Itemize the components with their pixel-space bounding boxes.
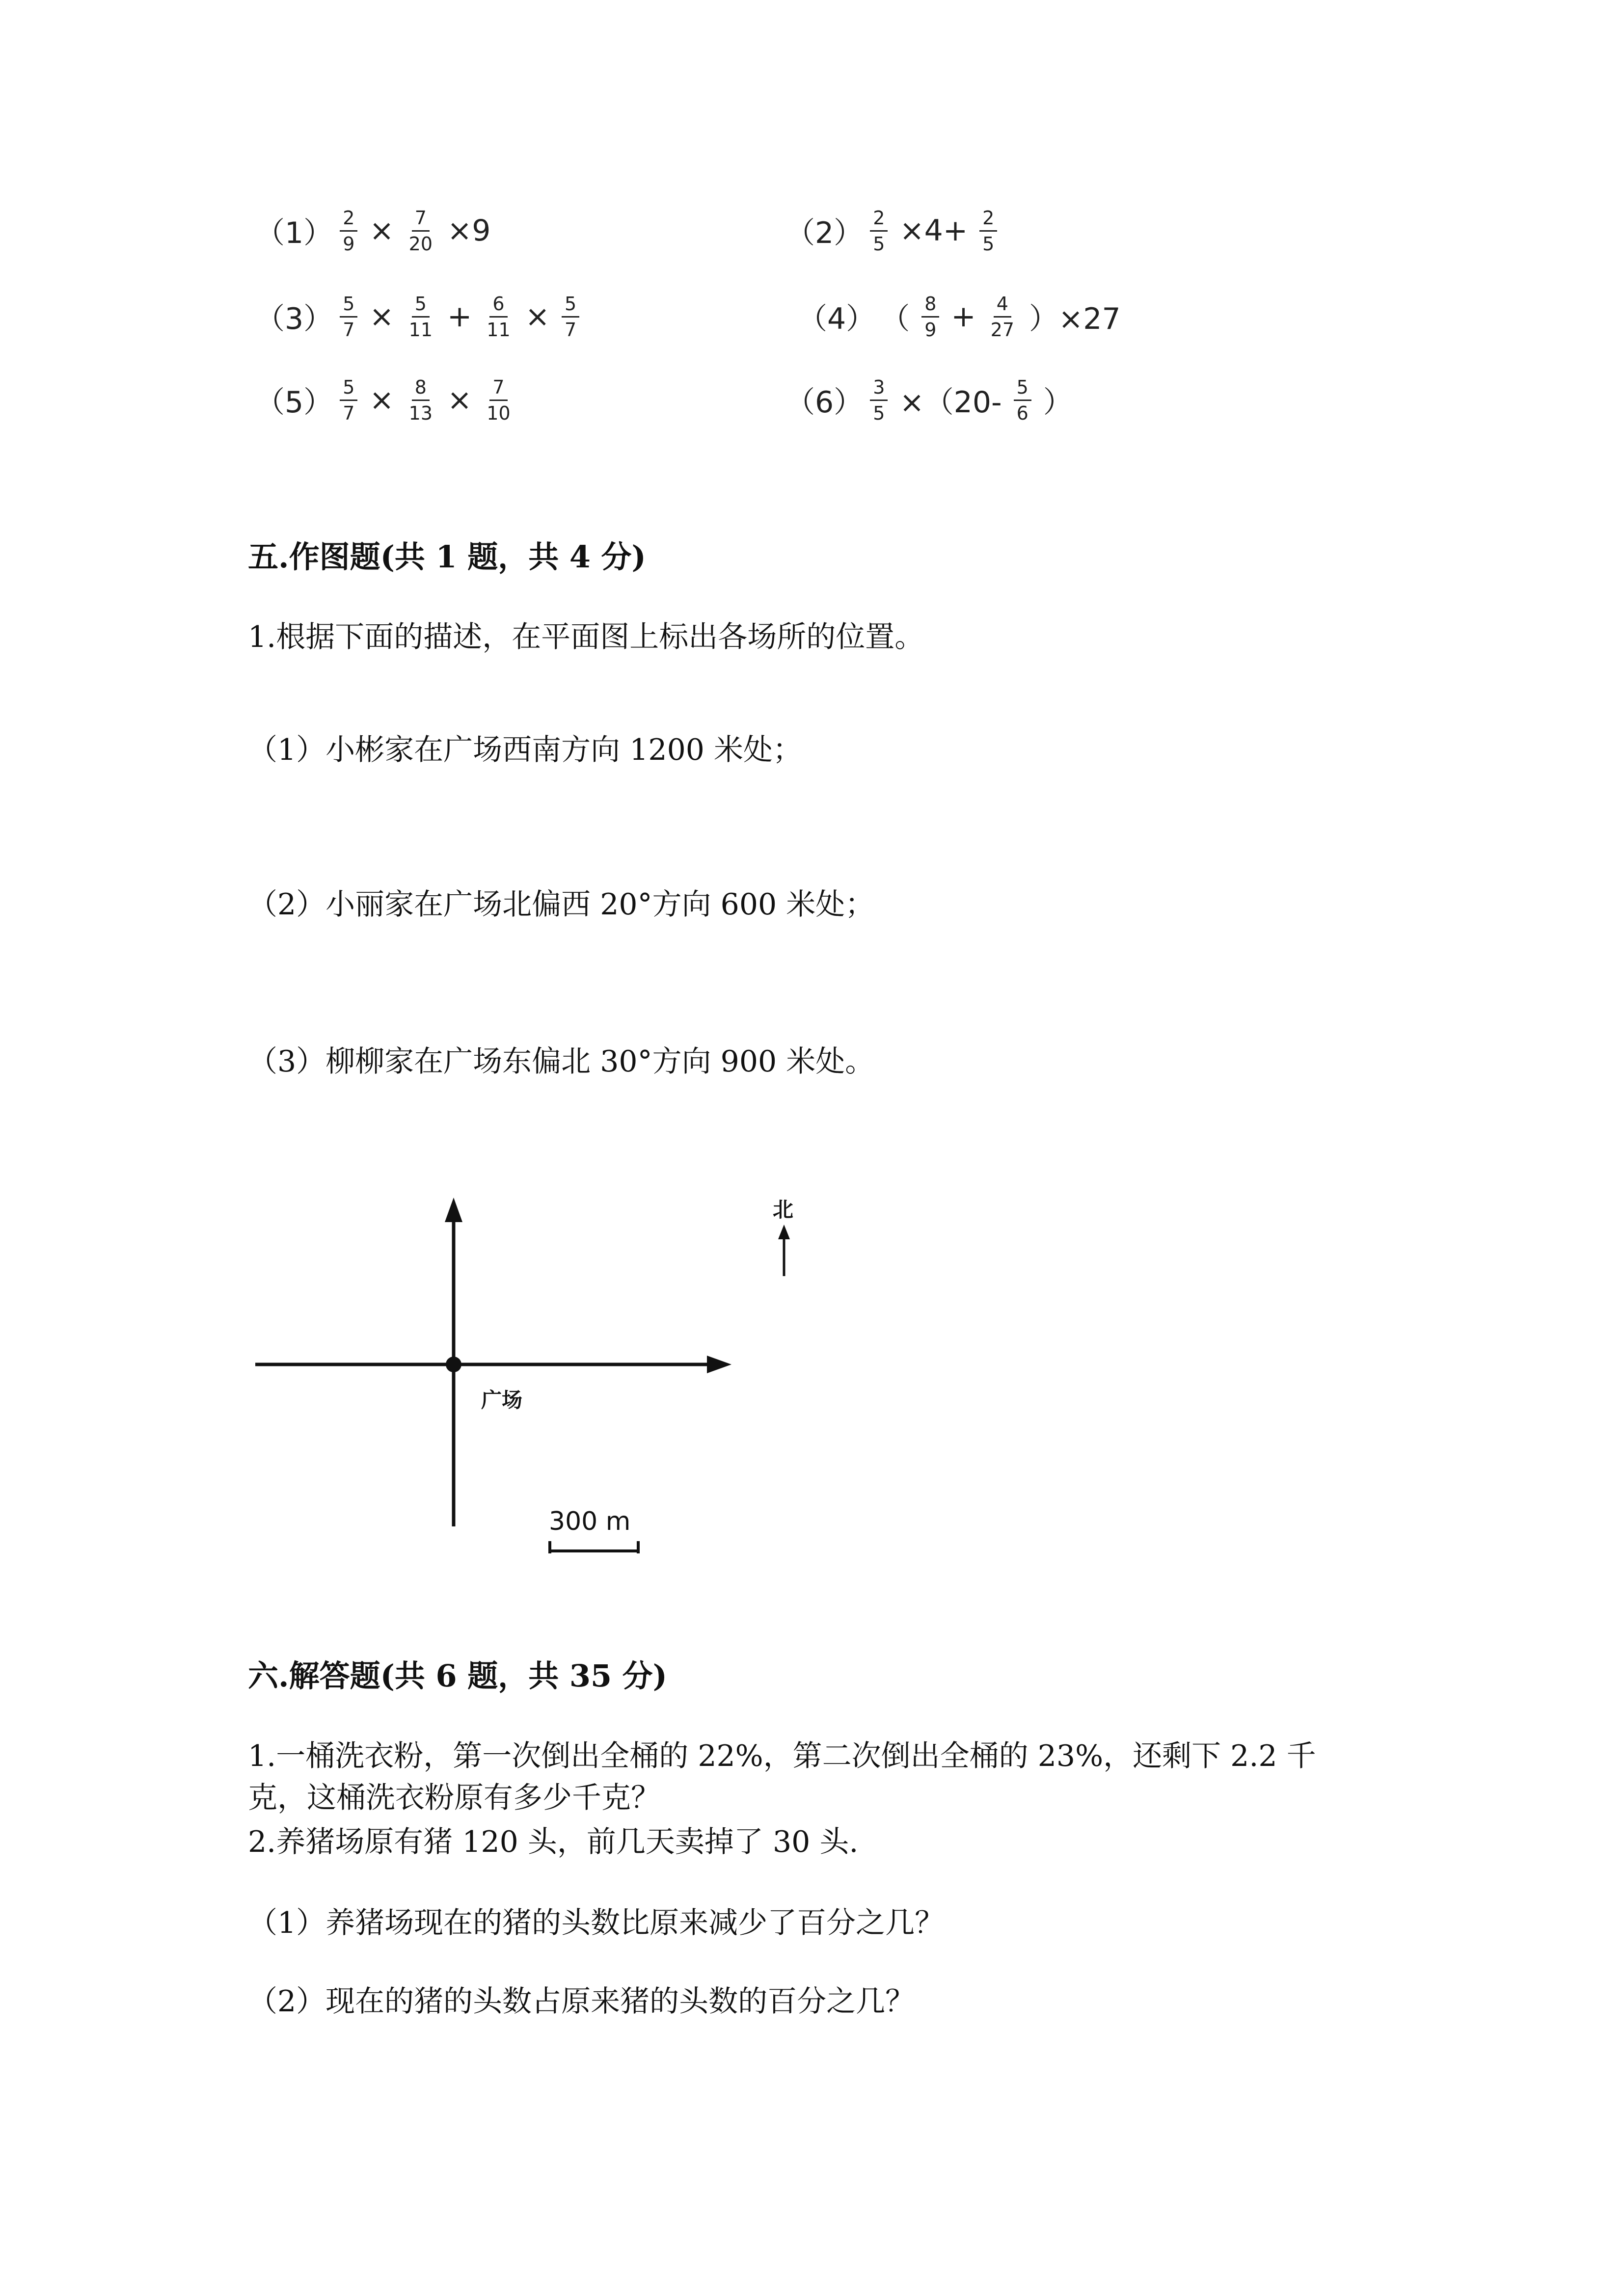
section-6-question-1-line-1: 1.一桶洗衣粉，第一次倒出全桶的 22%，第二次倒出全桶的 23%，还剩下 2.2 千 bbox=[248, 1739, 1316, 1773]
axes bbox=[255, 1198, 731, 1526]
fraction: $\frac{3}{5}$ bbox=[870, 378, 888, 423]
plaza-label: 广场 bbox=[481, 1388, 523, 1412]
expression-5: （5） $\frac{5}{7}$ × $\frac{8}{13}$ × $\frac{7}{10}$ bbox=[255, 366, 520, 434]
expression-label: （3） bbox=[255, 302, 333, 336]
fraction: $\frac{5}{7}$ bbox=[340, 294, 357, 339]
section-6-heading: 六.解答题(共 6 题，共 35 分) bbox=[248, 1658, 668, 1694]
fraction: $\frac{8}{9}$ bbox=[921, 294, 939, 339]
fraction: $\frac{5}{6}$ bbox=[1014, 378, 1031, 423]
fraction: $\frac{7}{20}$ bbox=[408, 207, 433, 255]
fraction: $\frac{4}{27}$ bbox=[990, 293, 1015, 341]
north-indicator bbox=[778, 1225, 790, 1276]
section-6-question-1-line-2: 克，这桶洗衣粉原有多少千克？ bbox=[248, 1781, 660, 1815]
expression-4: （4） （ $\frac{8}{9}$ + $\frac{4}{27}$ ）×27 bbox=[798, 293, 1121, 341]
section-6-question-2: 2.养猪场原有猪 120 头，前几天卖掉了 30 头. bbox=[248, 1825, 859, 1859]
expression-2: （2） $\frac{2}{5}$ ×4+ $\frac{2}{5}$ bbox=[785, 196, 1004, 265]
scale-label: 300 m bbox=[549, 1507, 631, 1536]
fraction: $\frac{2}{9}$ bbox=[340, 209, 357, 253]
expression-label: （2） bbox=[785, 216, 864, 250]
fraction: $\frac{5}{7}$ bbox=[340, 378, 357, 423]
expression-label: （1） bbox=[255, 216, 333, 250]
section-6-question-2-item-2: （2）现在的猪的头数占原来猪的头数的百分之几？ bbox=[248, 1984, 915, 2019]
section-5-item-1: （1）小彬家在广场西南方向 1200 米处； bbox=[248, 733, 803, 767]
expression-label: （6） bbox=[785, 385, 864, 420]
expression-label: （5） bbox=[255, 385, 333, 420]
section-5-item-3: （3）柳柳家在广场东偏北 30°方向 900 米处。 bbox=[248, 1044, 875, 1079]
section-5-question-1: 1.根据下面的描述，在平面图上标出各场所的位置。 bbox=[248, 620, 924, 654]
scale-bar bbox=[550, 1541, 638, 1553]
section-5-heading: 五.作图题(共 1 题，共 4 分) bbox=[248, 539, 646, 575]
fraction: $\frac{8}{13}$ bbox=[408, 376, 433, 424]
section-6-question-2-item-1: （1）养猪场现在的猪的头数比原来减少了百分之几？ bbox=[248, 1906, 945, 1940]
expression-label: （4） bbox=[798, 302, 876, 336]
fraction: $\frac{2}{5}$ bbox=[979, 209, 997, 253]
north-arrowhead bbox=[778, 1225, 790, 1239]
plaza-point bbox=[446, 1357, 461, 1372]
fraction: $\frac{7}{10}$ bbox=[487, 376, 511, 424]
fraction: $\frac{2}{5}$ bbox=[870, 209, 888, 253]
east-axis-arrowhead bbox=[707, 1356, 731, 1373]
expression-3: （3） $\frac{5}{7}$ × $\frac{5}{11}$ + $\frac{6}{11}$ × $\frac{5}{7}$ bbox=[255, 282, 586, 351]
expression-6: （6） $\frac{3}{5}$ ×（20- $\frac{5}{6}$ ） bbox=[785, 376, 1073, 424]
expression-1: （1） $\frac{2}{9}$ × $\frac{7}{20}$ ×9 bbox=[255, 207, 491, 255]
fraction: $\frac{5}{11}$ bbox=[408, 293, 433, 341]
section-5-item-2: （2）小丽家在广场北偏西 20°方向 600 米处； bbox=[248, 887, 875, 922]
fraction: $\frac{6}{11}$ bbox=[487, 293, 511, 341]
fraction: $\frac{5}{7}$ bbox=[562, 294, 579, 339]
north-label: 北 bbox=[773, 1198, 794, 1222]
north-axis-arrowhead bbox=[445, 1198, 462, 1222]
